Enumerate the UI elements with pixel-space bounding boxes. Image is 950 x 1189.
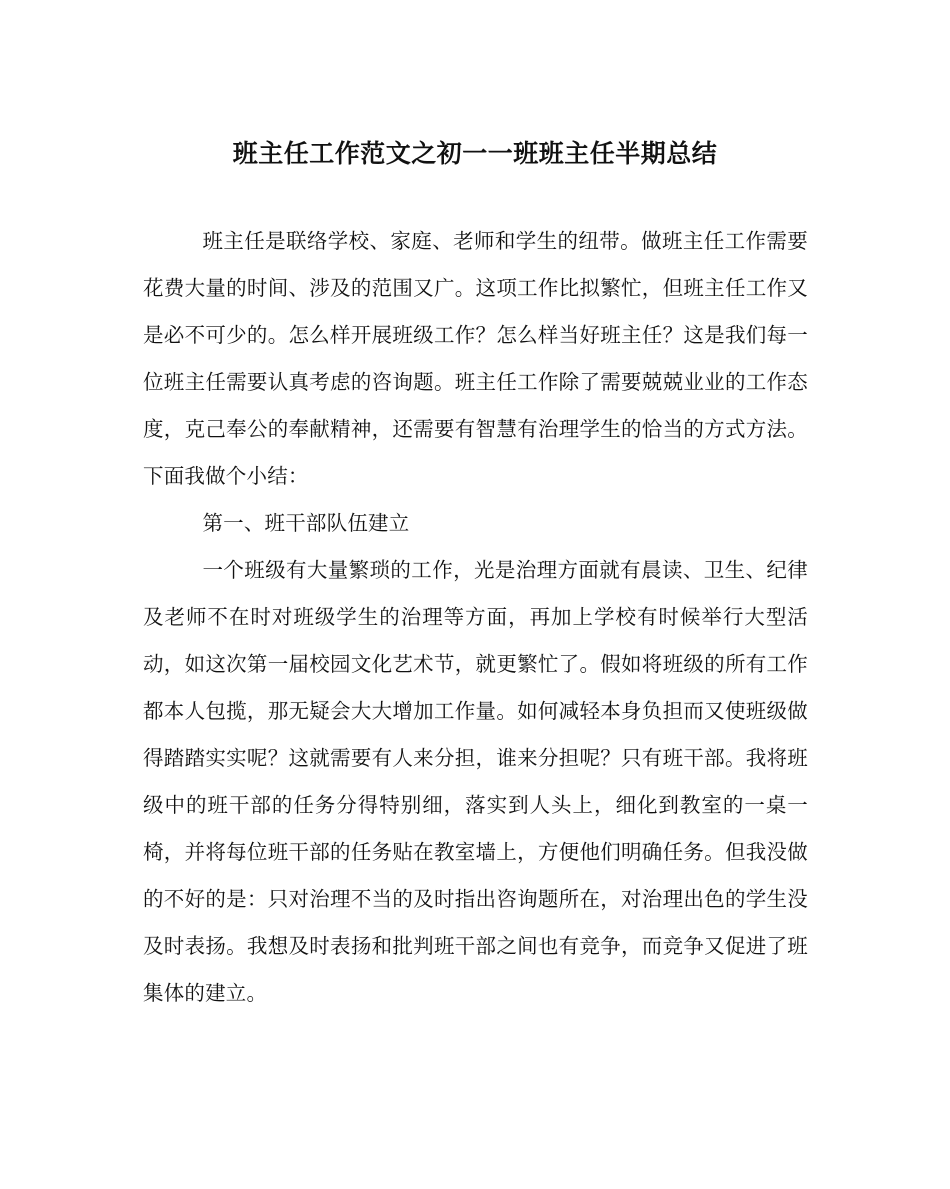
document-body xyxy=(143,218,808,1017)
document-title: 班主任工作范文之初一一班班主任半期总结 xyxy=(232,139,718,168)
section-heading: 第一、班干部队伍建立 xyxy=(202,511,410,535)
paragraph-intro: 班主任是联络学校、家庭、老师和学生的纽带。做班主任工作需要花费大量的时间、涉及的范围又广。这项工作比拟繁忙，但班主任工作又是必不可少的。怎么样开展班级工作？怎么样当好班主任？这是我们每一位班主任需要认真考虑的咨询题。班主任工作除了需要兢兢业业的工作态度，克己奉公的奉献精神，还需要有智慧有治理学生的恰当的方式方法。下面我做个小结： xyxy=(143,229,808,488)
paragraph-class-cadre: 一个班级有大量繁琐的工作，光是治理方面就有晨读、卫生、纪律及老师不在时对班级学生的治理等方面，再加上学校有时候举行大型活动，如这次第一届校园文化艺术节，就更繁忙了。假如将班级的所有工作都本人包揽，那无疑会大大增加工作量。如何减轻本身负担而又使班级做得踏踏实实呢？这就需要有人来分担，谁来分担呢？只有班干部。我将班级中的班干部的任务分得特别细，落实到人头上，细化到教室的一桌一椅，并将每位班干部的任务贴在教室墙上，方便他们明确任务。但我没做的不好的是：只对治理不当的及时指出咨询题所在，对治理出色的学生没及时表扬。我想及时表扬和批判班干部之间也有竞争，而竞争又促进了班集体的建立。 xyxy=(143,558,808,1005)
